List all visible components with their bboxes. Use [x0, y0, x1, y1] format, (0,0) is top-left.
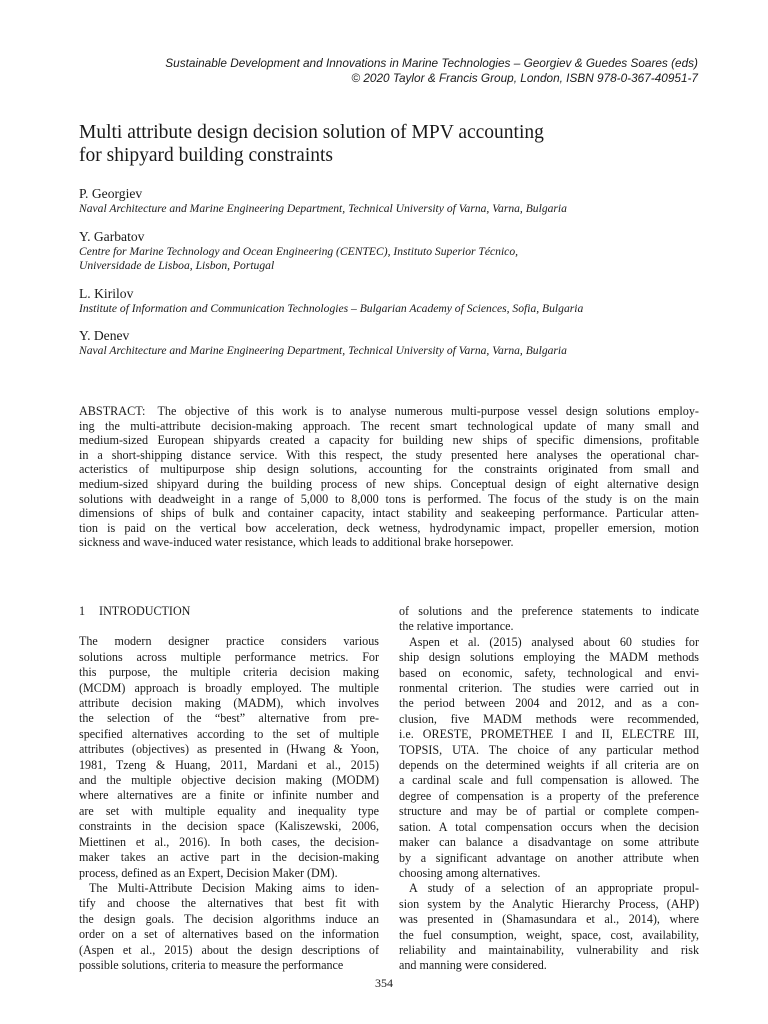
affiliation-line: Centre for Marine Technology and Ocean Engineering (CENTEC), Instituto Superior Técnico,: [79, 244, 519, 258]
body-text-line: the selection of the “best” alternative from pre-: [79, 711, 379, 726]
abstract-line: medium-sized European shipyards created a capacity for building new ships of specific dimensions, profitable: [79, 433, 699, 448]
body-text-line: process, defined as an Expert, Decision Maker (DM).: [79, 865, 338, 880]
affiliation-line: Naval Architecture and Marine Engineering Department, Technical University of Varna, Varna, Bulgaria: [79, 202, 567, 215]
section-number: 1: [79, 604, 86, 618]
author-name: P. Georgiev: [79, 186, 143, 201]
body-text-line: degree of compensation is a property of the preference: [399, 788, 699, 803]
section-title: INTRODUCTION: [99, 604, 191, 618]
body-text-line: constraints in the decision space (Kaliszewski, 2006,: [79, 819, 379, 834]
body-text-line: sion system by the Analytic Hierarchy Process, (AHP): [399, 896, 699, 911]
abstract-text: The objective of this work is to analyse numerous multi-purpose vessel design solutions employ-: [157, 404, 699, 418]
body-text-line: sation. A total compensation occurs when the decision: [399, 819, 699, 834]
body-text-line: attributes (objectives) as presented in (Hwang & Yoon,: [79, 742, 379, 757]
author-block: [79, 285, 699, 317]
body-text-line: this purpose, the multiple criteria decision making: [79, 665, 379, 680]
author-list: [79, 185, 699, 370]
body-text-line: and manning were considered.: [399, 958, 547, 973]
body-text-line: tify and choose the alternatives that best fit with: [79, 896, 379, 911]
title-line-1: Multi attribute design decision solution of MPV accounting: [79, 122, 544, 143]
body-text-line: (Aspen et al., 2015) about the design descriptions of: [79, 942, 379, 957]
abstract: [79, 404, 699, 550]
body-text-line: Aspen et al. (2015) analysed about 60 studies for: [409, 634, 699, 649]
section-heading: [79, 604, 379, 619]
author-name: Y. Garbatov: [79, 228, 145, 244]
abstract-line: solutions with deadweight in a range of 5,000 to 8,000 tons is performed. The focus of the study is on the main: [79, 491, 699, 506]
author-block: [79, 228, 699, 274]
body-text-line: depends on the determined weights if all criteria are on: [399, 758, 699, 773]
body-text-line: the fuel consumption, weight, space, cost, availability,: [399, 927, 699, 942]
body-text-line: of solutions and the preference statements to indicate: [399, 604, 699, 618]
body-text-line: reliability and maintainability, vulnerability and risk: [399, 942, 699, 957]
author-block: [79, 185, 699, 217]
affiliation-line: Naval Architecture and Marine Engineering Department, Technical University of Varna, Varna, Bulgaria: [79, 344, 567, 357]
affiliation-line: Universidade de Lisboa, Lisbon, Portugal: [79, 259, 275, 272]
body-text-line: ronmental criterion. The studies were carried out in: [399, 681, 699, 696]
body-text-line: based on economic, safety, technological and envi-: [399, 665, 699, 680]
abstract-line: medium-sized shipyard during the building process of new ships. Conceptual design of eight alternative design: [79, 476, 699, 491]
body-text-line: 1981, Tzeng & Huang, 2011, Mardani et al., 2015): [79, 757, 379, 772]
body-text-line: the period between 2004 and 2012, and as a con-: [399, 696, 699, 711]
abstract-line: in a short-shipping distance service. With this respect, the study presented here analyses the operational char-: [79, 447, 699, 462]
title-line-2: for shipyard building constraints: [79, 145, 334, 166]
body-text-line: the design goals. The decision algorithms induce an: [79, 911, 379, 926]
body-text-line: choosing among alternatives.: [399, 865, 541, 880]
body-text-line: maker can balance a disadvantage on some attribute: [399, 835, 699, 850]
author-block: [79, 327, 699, 359]
abstract-line: tion is paid on the vertical bow acceleration, deck wetness, hydrodynamic impact, propeller emersion, motion: [79, 520, 699, 535]
body-text-line: (MCDM) approach is broadly employed. The multiple: [79, 680, 379, 695]
running-header: [58, 56, 698, 86]
author-affiliation: [79, 302, 699, 317]
paper-title: [79, 121, 699, 167]
body-text-line: specified alternatives according to the set of multiple: [79, 726, 379, 741]
header-line-1: Sustainable Development and Innovations in Marine Technologies – Georgiev & Guedes Soares (eds): [165, 56, 698, 70]
author-affiliation: [79, 202, 699, 217]
body-text-line: was presented in (Shamasundara et al., 2014), where: [399, 912, 699, 927]
body-text-line: attribute decision making (MADM), which involves: [79, 696, 379, 711]
body-text-line: a cardinal scale and full compensation is allowed. The: [399, 773, 699, 788]
right-column: [399, 604, 699, 974]
abstract-line: ing the multi-attribute decision-making approach. The recent smart technological update of many small and: [79, 418, 699, 433]
body-text-line: A study of a selection of an appropriate propul-: [409, 881, 699, 896]
body-text-line: The modern designer practice considers various: [79, 634, 379, 649]
body-text-line: the relative importance.: [399, 619, 514, 634]
author-affiliation: [79, 344, 699, 359]
abstract-line: acteristics of multipurpose ship design solutions, accounting for the constraints originated from small and: [79, 462, 699, 477]
body-text-line: structure and may be of partial or complete compen-: [399, 804, 699, 819]
body-text-line: maker takes an active part in the decision-making: [79, 850, 379, 865]
body-text-line: by a significant advantage on another attribute when: [399, 850, 699, 865]
body-text-line: Miettinen et al., 2016). In both cases, the decision-: [79, 834, 379, 849]
page-number: 354: [375, 976, 393, 990]
author-name: Y. Denev: [79, 328, 130, 343]
body-text-line: solutions across multiple performance metrics. For: [79, 649, 379, 664]
body-text-line: possible solutions, criteria to measure the performance: [79, 957, 344, 972]
body-text-line: i.e. ORESTE, PROMETHEE I and II, ELECTRE III,: [399, 727, 699, 742]
abstract-label: ABSTRACT:: [79, 404, 146, 418]
abstract-line: [79, 404, 699, 419]
left-column: [79, 604, 379, 973]
abstract-line: dimensions of ships of bulk and container capacity, intact stability and seakeeping performance. Particular atten-: [79, 506, 699, 521]
author-affiliation: [79, 245, 699, 274]
abstract-line: sickness and wave-induced water resistance, which leads to additional brake horsepower.: [79, 535, 514, 550]
body-text-line: order on a set of alternatives based on the information: [79, 927, 379, 942]
body-text-line: where alternatives are a finite or infinite number and: [79, 788, 379, 803]
affiliation-line: Institute of Information and Communication Technologies – Bulgarian Academy of Sciences, Sofia, Bulgaria: [79, 301, 584, 315]
author-name: L. Kirilov: [79, 285, 134, 301]
body-text-line: clusion, five MADM methods were recommended,: [399, 711, 699, 726]
body-text-line: The Multi-Attribute Decision Making aims to iden-: [89, 880, 379, 895]
header-line-2: © 2020 Taylor & Francis Group, London, ISBN 978-0-367-40951-7: [351, 71, 698, 85]
body-text-line: TOPSIS, UTA. The choice of any particular method: [399, 742, 699, 757]
body-text-line: ship design solutions employing the MADM methods: [399, 650, 699, 665]
body-text-line: are set with multiple equality and inequality type: [79, 803, 379, 818]
body-text-line: and the multiple objective decision making (MODM): [79, 773, 379, 788]
